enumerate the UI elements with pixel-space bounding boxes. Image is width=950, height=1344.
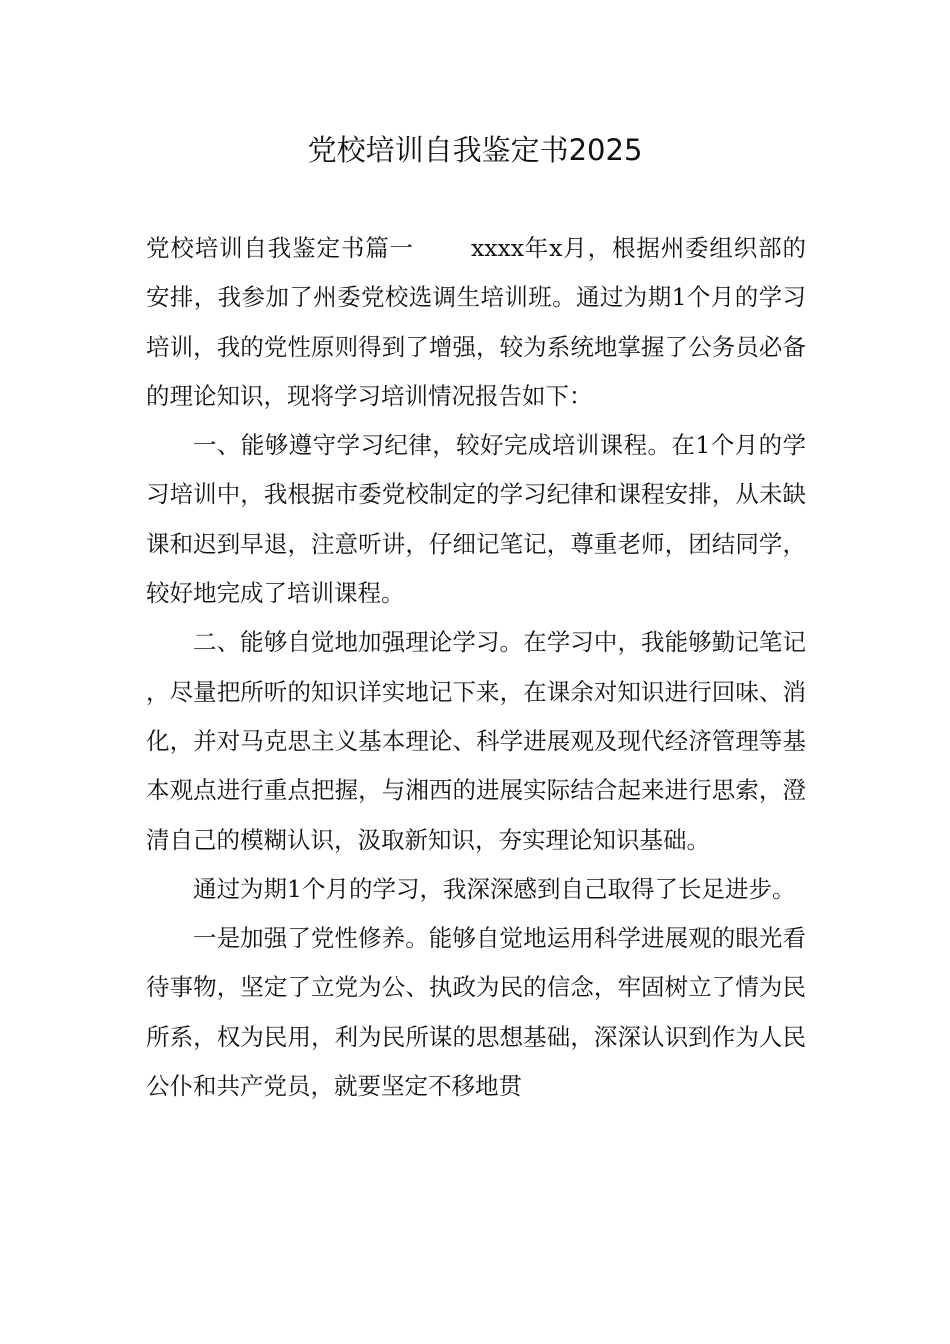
paragraph-theory-study: 二、能够自觉地加强理论学习。在学习中，我能够勤记笔记，尽量把所听的知识详实地记下来，在课余对知识进行回味、消化，并对马克思主义基本理论、科学进展观及现代经济管理等基本观点进行重点把握，与湘西的进展实际结合起来进行思索，澄清自己的模糊认识，汲取新知识，夯实理论知识基础。: [146, 628, 806, 854]
document-body: [146, 224, 806, 1111]
paragraph-discipline: 一、能够遵守学习纪律，较好完成培训课程。在1个月的学习培训中，我根据市委党校制定的学习纪律和课程安排，从未缺课和迟到早退，注意听讲，仔细记笔记，尊重老师，团结同学，较好地完成了培训课程。: [146, 431, 806, 608]
paragraph-intro: 党校培训自我鉴定书篇一 xxxx年x月，根据州委组织部的安排，我参加了州委党校选调生培训班。通过为期1个月的学习培训，我的党性原则得到了增强，较为系统地掌握了公务员必备的理论知识，现将学习培训情况报告如下：: [146, 234, 806, 410]
document-title: 党校培训自我鉴定书2025: [307, 133, 643, 167]
paragraph-progress: 通过为期1个月的学习，我深深感到自己取得了长足进步。: [193, 874, 796, 903]
paragraph-party-spirit: 一是加强了党性修养。能够自觉地运用科学进展观的眼光看待事物，坚定了立党为公、执政为民的信念，牢固树立了情为民所系，权为民用，利为民所谋的思想基础，深深认识到作为人民公仆和共产党员，就要坚定不移地贯: [146, 924, 806, 1101]
